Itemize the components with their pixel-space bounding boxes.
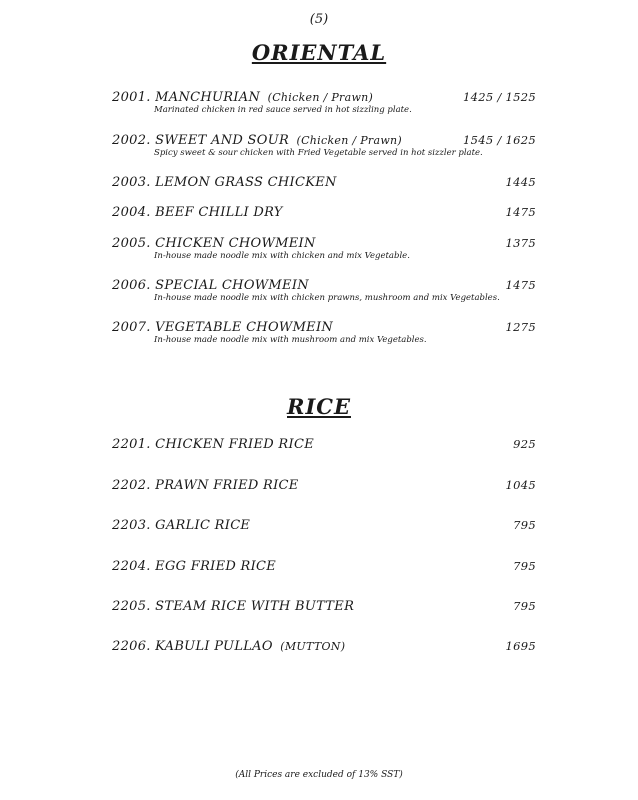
item-name: VEGETABLE CHOWMEIN: [155, 320, 334, 335]
page-number: (5): [309, 12, 329, 27]
item-price: 1475: [505, 278, 536, 292]
item-code: 2201.: [112, 437, 151, 452]
footer-note: (All Prices are excluded of 13% SST): [235, 770, 403, 780]
menu-item: [112, 133, 536, 158]
item-name: STEAM RICE WITH BUTTER: [155, 599, 355, 614]
item-code: 2004.: [112, 205, 151, 220]
item-price: 1425 / 1525: [462, 90, 536, 104]
menu-item: [112, 175, 536, 190]
section-title-oriental: ORIENTAL: [251, 40, 387, 65]
item-code: 2005.: [112, 236, 151, 251]
menu-item: [112, 518, 536, 533]
menu-item: [112, 639, 536, 654]
item-name: EGG FRIED RICE: [155, 559, 277, 574]
item-name: CHICKEN CHOWMEIN: [155, 236, 316, 251]
menu-item: [112, 478, 536, 493]
menu-item: [112, 437, 536, 452]
item-name: SPECIAL CHOWMEIN: [155, 278, 309, 293]
item-name: SWEET AND SOUR: [155, 133, 290, 148]
item-code: 2003.: [112, 175, 151, 190]
item-code: 2007.: [112, 320, 151, 335]
item-description: In-house made noodle mix with mushroom and mix Vegetables.: [154, 335, 427, 345]
item-code: 2203.: [112, 518, 151, 533]
item-description: In-house made noodle mix with chicken and mix Vegetable.: [154, 251, 410, 261]
item-price: 1695: [505, 639, 536, 653]
item-price: 1375: [505, 236, 536, 250]
item-name: KABULI PULLAO: [155, 639, 273, 654]
item-code: 2202.: [112, 478, 151, 493]
item-name: PRAWN FRIED RICE: [155, 478, 299, 493]
menu-item: [112, 205, 536, 220]
menu-item: [112, 320, 536, 345]
menu-item: [112, 559, 536, 574]
item-name: MANCHURIAN: [155, 90, 261, 105]
item-price: 925: [513, 437, 536, 451]
item-name: BEEF CHILLI DRY: [155, 205, 283, 220]
item-variant: (Chicken / Prawn): [267, 91, 374, 104]
item-price: 1445: [505, 175, 536, 189]
item-code: 2002.: [112, 133, 151, 148]
item-code: 2006.: [112, 278, 151, 293]
item-code: 2204.: [112, 559, 151, 574]
item-description: In-house made noodle mix with chicken prawns, mushroom and mix Vegetables.: [154, 293, 500, 303]
item-price: 795: [513, 599, 536, 613]
menu-item: [112, 90, 536, 115]
item-price: 1545 / 1625: [462, 133, 536, 147]
item-price: 795: [513, 518, 536, 532]
item-price: 1045: [505, 478, 536, 492]
item-price: 1275: [505, 320, 536, 334]
item-price: 795: [513, 559, 536, 573]
item-price: 1475: [505, 205, 536, 219]
item-name: GARLIC RICE: [155, 518, 251, 533]
menu-item: [112, 599, 536, 614]
menu-item: [112, 278, 536, 303]
item-name: CHICKEN FRIED RICE: [155, 437, 314, 452]
item-name: LEMON GRASS CHICKEN: [155, 175, 337, 190]
item-variant: (MUTTON): [280, 640, 346, 653]
item-code: 2205.: [112, 599, 151, 614]
item-description: Marinated chicken in red sauce served in hot sizzling plate.: [154, 105, 412, 115]
item-variant: (Chicken / Prawn): [296, 134, 403, 147]
section-title-rice: RICE: [287, 394, 351, 419]
item-code: 2001.: [112, 90, 151, 105]
item-description: Spicy sweet & sour chicken with Fried Vegetable served in hot sizzler plate.: [154, 148, 483, 158]
item-code: 2206.: [112, 639, 151, 654]
menu-item: [112, 236, 536, 261]
